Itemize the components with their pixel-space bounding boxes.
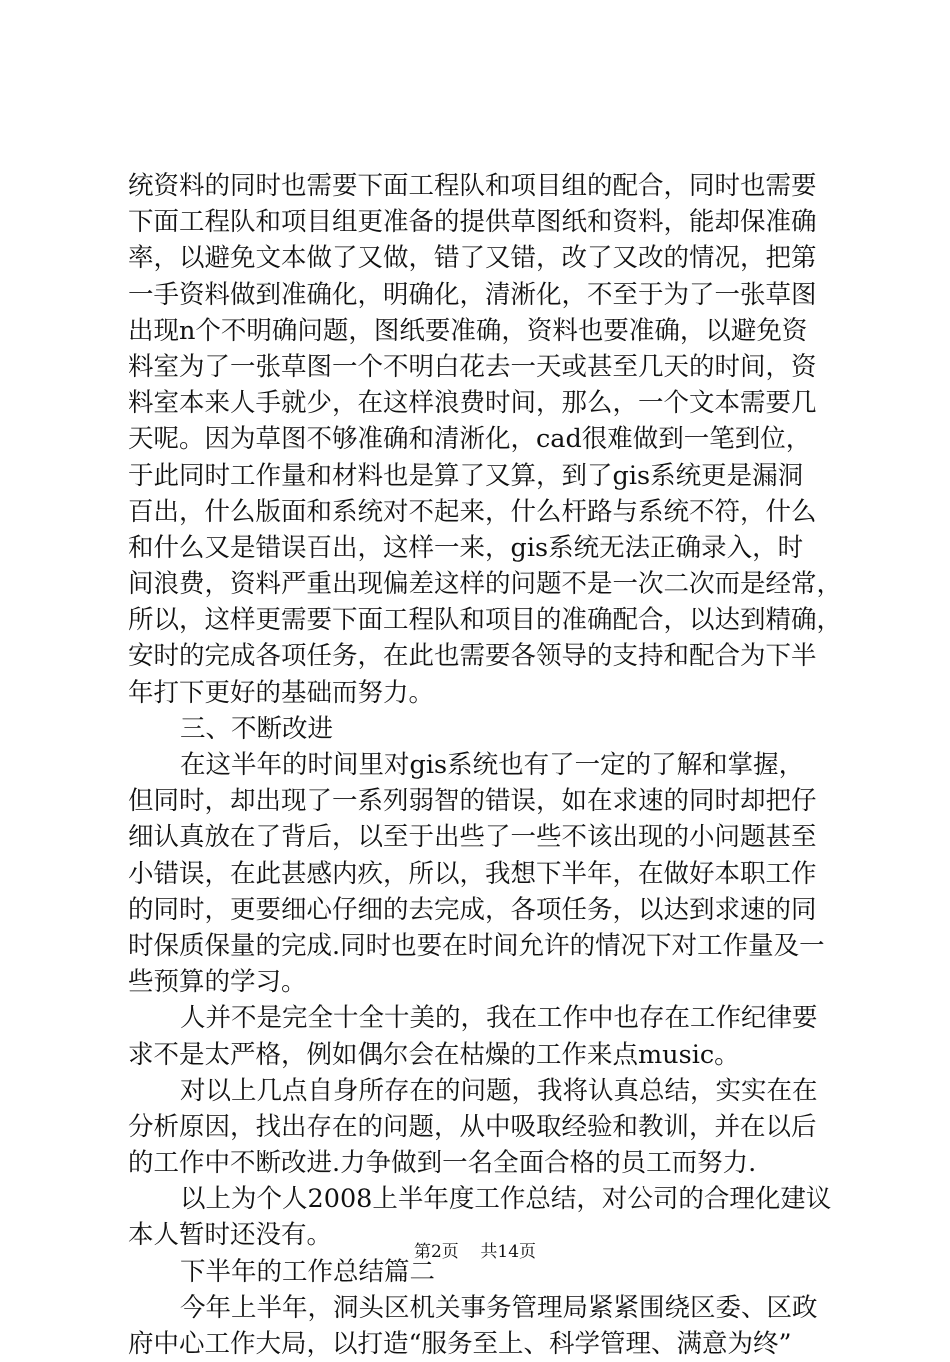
text-line: 在这半年的时间里对gis系统也有了一定的了解和掌握，	[180, 750, 805, 780]
text-line: 时保质保量的完成.同时也要在时间允许的情况下对工作量及一	[128, 930, 825, 961]
text-line: 所以，这样更需要下面工程队和项目的准确配合，以达到精确，	[128, 605, 843, 636]
text-line: 些预算的学习。	[128, 967, 307, 998]
text-line: 以上为个人2008上半年度工作总结，对公司的合理化建议	[180, 1184, 832, 1215]
text-line: 今年上半年，洞头区机关事务管理局紧紧围绕区委、区政	[180, 1292, 818, 1323]
text-line: 三、不断改进	[180, 713, 334, 744]
text-line: 统资料的同时也需要下面工程队和项目组的配合，同时也需要	[128, 171, 817, 201]
text-line: 年打下更好的基础而努力。	[128, 677, 435, 708]
text-line: 的工作中不断改进.力争做到一名全面合格的员工而努力.	[128, 1148, 757, 1179]
text-line: 间浪费，资料严重出现偏差这样的问题不是一次二次而是经常，	[128, 569, 843, 600]
text-line: 人并不是完全十全十美的，我在工作中也存在工作纪律要	[180, 1003, 818, 1034]
text-line: 对以上几点自身所存在的问题，我将认真总结，实实在在	[180, 1075, 818, 1106]
text-line: 的同时，更要细心仔细的去完成，各项任务，以达到求速的同	[128, 894, 817, 925]
text-line: 出现n个不明确问题，图纸要准确，资料也要准确，以避免资	[128, 315, 808, 346]
text-line: 和什么又是错误百出，这样一来，gis系统无法正确录入，时	[128, 532, 804, 563]
total-pages: 共14页	[480, 1242, 537, 1262]
text-line: 小错误，在此甚感内疚，所以，我想下半年，在做好本职工作	[128, 858, 817, 889]
text-line: 本人暂时还没有。	[128, 1220, 333, 1251]
text-line: 料室本来人手就少，在这样浪费时间，那么，一个文本需要几	[128, 388, 817, 419]
text-line: 一手资料做到准确化，明确化，清淅化，不至于为了一张草图	[128, 279, 817, 310]
text-line: 率，以避免文本做了又做，错了又错，改了又改的情况，把第	[128, 243, 817, 274]
text-line: 天呢。因为草图不够准确和清淅化，cad很难做到一笔到位，	[128, 424, 812, 455]
document-body	[128, 168, 843, 1362]
footer-separator	[464, 1242, 475, 1262]
text-line: 求不是太严格，例如偶尔会在枯燥的工作来点music。	[128, 1039, 740, 1070]
text-line: 下半年的工作总结篇二	[180, 1256, 436, 1287]
text-line: 下面工程队和项目组更准备的提供草图纸和资料，能却保准确	[128, 207, 817, 238]
text-line: 安时的完成各项任务，在此也需要各领导的支持和配合为下半	[128, 641, 817, 672]
text-line: 于此同时工作量和材料也是算了又算，到了gis系统更是漏洞	[128, 460, 804, 491]
text-line: 但同时，却出现了一系列弱智的错误，如在求速的同时却把仔	[128, 786, 817, 817]
page-number: 第2页	[413, 1242, 459, 1262]
text-line: 分析原因，找出存在的问题，从中吸取经验和教训，并在以后	[128, 1111, 817, 1142]
text-line: 料室为了一张草图一个不明白花去一天或甚至几天的时间，资	[128, 351, 817, 382]
page-footer	[0, 1240, 950, 1264]
text-line: 府中心工作大局，以打造“服务至上、科学管理、满意为终”	[128, 1329, 792, 1359]
text-line: 细认真放在了背后，以至于出些了一些不该出现的小问题甚至	[128, 822, 817, 853]
text-line: 百出，什么版面和系统对不起来，什么杆路与系统不符，什么	[128, 496, 817, 527]
